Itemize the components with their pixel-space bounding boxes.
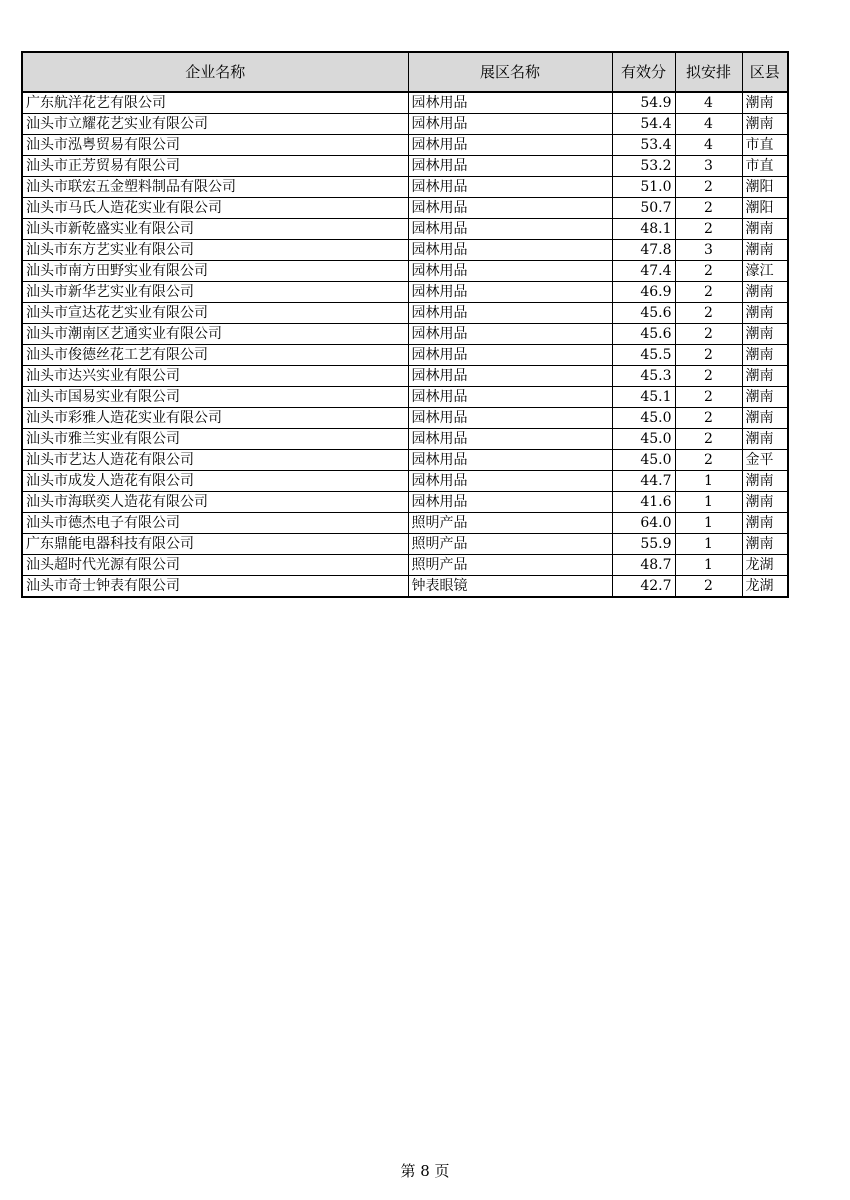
- table-row: [22, 156, 788, 177]
- table-header: [22, 52, 788, 92]
- cell-allocation: 4: [675, 135, 742, 156]
- cell-company-name: 汕头市成发人造花有限公司: [22, 471, 408, 492]
- cell-district: 潮南: [742, 345, 788, 366]
- table-row: [22, 366, 788, 387]
- table-row: [22, 345, 788, 366]
- cell-district: 潮南: [742, 92, 788, 114]
- cell-district: 龙湖: [742, 576, 788, 598]
- cell-allocation: 2: [675, 303, 742, 324]
- cell-score: 45.0: [612, 429, 675, 450]
- cell-allocation: 2: [675, 324, 742, 345]
- cell-exhibit-area: 园林用品: [408, 366, 612, 387]
- header-exhibit-area: 展区名称: [408, 52, 612, 92]
- table-row: [22, 114, 788, 135]
- cell-exhibit-area: 照明产品: [408, 513, 612, 534]
- cell-score: 54.4: [612, 114, 675, 135]
- cell-exhibit-area: 园林用品: [408, 240, 612, 261]
- table-row: [22, 576, 788, 598]
- cell-score: 47.8: [612, 240, 675, 261]
- cell-company-name: 汕头市宣达花艺实业有限公司: [22, 303, 408, 324]
- cell-exhibit-area: 园林用品: [408, 387, 612, 408]
- cell-allocation: 2: [675, 387, 742, 408]
- cell-district: 潮南: [742, 366, 788, 387]
- cell-exhibit-area: 园林用品: [408, 471, 612, 492]
- cell-exhibit-area: 园林用品: [408, 92, 612, 114]
- header-allocation: 拟安排: [675, 52, 742, 92]
- table-row: [22, 92, 788, 114]
- cell-allocation: 4: [675, 114, 742, 135]
- cell-exhibit-area: 园林用品: [408, 324, 612, 345]
- table-row: [22, 282, 788, 303]
- table-row: [22, 135, 788, 156]
- cell-exhibit-area: 园林用品: [408, 156, 612, 177]
- cell-exhibit-area: 园林用品: [408, 345, 612, 366]
- cell-score: 45.1: [612, 387, 675, 408]
- cell-exhibit-area: 园林用品: [408, 177, 612, 198]
- cell-company-name: 汕头市奇士钟表有限公司: [22, 576, 408, 598]
- cell-allocation: 2: [675, 366, 742, 387]
- table-row: [22, 555, 788, 576]
- cell-district: 潮南: [742, 513, 788, 534]
- cell-exhibit-area: 钟表眼镜: [408, 576, 612, 598]
- cell-score: 45.3: [612, 366, 675, 387]
- cell-score: 54.9: [612, 92, 675, 114]
- cell-district: 濠江: [742, 261, 788, 282]
- cell-exhibit-area: 园林用品: [408, 114, 612, 135]
- cell-district: 潮南: [742, 534, 788, 555]
- header-district: 区县: [742, 52, 788, 92]
- cell-exhibit-area: 照明产品: [408, 555, 612, 576]
- cell-company-name: 汕头市联宏五金塑料制品有限公司: [22, 177, 408, 198]
- cell-score: 51.0: [612, 177, 675, 198]
- cell-exhibit-area: 园林用品: [408, 261, 612, 282]
- cell-district: 潮阳: [742, 198, 788, 219]
- cell-exhibit-area: 园林用品: [408, 282, 612, 303]
- cell-district: 龙湖: [742, 555, 788, 576]
- table-row: [22, 450, 788, 471]
- cell-company-name: 汕头市新乾盛实业有限公司: [22, 219, 408, 240]
- cell-allocation: 2: [675, 219, 742, 240]
- cell-company-name: 广东航洋花艺有限公司: [22, 92, 408, 114]
- cell-company-name: 汕头市东方艺实业有限公司: [22, 240, 408, 261]
- table-row: [22, 219, 788, 240]
- cell-allocation: 1: [675, 555, 742, 576]
- cell-allocation: 2: [675, 198, 742, 219]
- cell-score: 64.0: [612, 513, 675, 534]
- cell-score: 45.5: [612, 345, 675, 366]
- cell-company-name: 汕头市国易实业有限公司: [22, 387, 408, 408]
- cell-score: 53.4: [612, 135, 675, 156]
- cell-score: 46.9: [612, 282, 675, 303]
- cell-company-name: 汕头市正芳贸易有限公司: [22, 156, 408, 177]
- enterprise-table: [21, 51, 789, 598]
- cell-company-name: 汕头市艺达人造花有限公司: [22, 450, 408, 471]
- cell-score: 50.7: [612, 198, 675, 219]
- cell-score: 45.6: [612, 324, 675, 345]
- table-row: [22, 240, 788, 261]
- table-row: [22, 261, 788, 282]
- cell-district: 潮南: [742, 429, 788, 450]
- cell-company-name: 汕头市新华艺实业有限公司: [22, 282, 408, 303]
- table-row: [22, 198, 788, 219]
- cell-company-name: 汕头市潮南区艺通实业有限公司: [22, 324, 408, 345]
- cell-exhibit-area: 园林用品: [408, 429, 612, 450]
- cell-score: 45.0: [612, 450, 675, 471]
- cell-allocation: 2: [675, 429, 742, 450]
- cell-score: 45.0: [612, 408, 675, 429]
- cell-district: 潮阳: [742, 177, 788, 198]
- cell-district: 潮南: [742, 492, 788, 513]
- header-score: 有效分: [612, 52, 675, 92]
- cell-allocation: 1: [675, 513, 742, 534]
- table-row: [22, 387, 788, 408]
- cell-district: 金平: [742, 450, 788, 471]
- table-row: [22, 492, 788, 513]
- cell-score: 55.9: [612, 534, 675, 555]
- cell-exhibit-area: 园林用品: [408, 303, 612, 324]
- cell-allocation: 2: [675, 282, 742, 303]
- cell-company-name: 汕头超时代光源有限公司: [22, 555, 408, 576]
- cell-score: 47.4: [612, 261, 675, 282]
- cell-company-name: 汕头市马氏人造花实业有限公司: [22, 198, 408, 219]
- cell-district: 潮南: [742, 114, 788, 135]
- cell-allocation: 2: [675, 345, 742, 366]
- cell-allocation: 1: [675, 534, 742, 555]
- cell-score: 42.7: [612, 576, 675, 598]
- table-body: [22, 92, 788, 597]
- table-row: [22, 471, 788, 492]
- cell-allocation: 2: [675, 261, 742, 282]
- table-row: [22, 534, 788, 555]
- cell-district: 潮南: [742, 303, 788, 324]
- cell-district: 市直: [742, 156, 788, 177]
- cell-allocation: 2: [675, 408, 742, 429]
- cell-company-name: 汕头市南方田野实业有限公司: [22, 261, 408, 282]
- cell-score: 48.1: [612, 219, 675, 240]
- cell-company-name: 汕头市雅兰实业有限公司: [22, 429, 408, 450]
- header-company-name: 企业名称: [22, 52, 408, 92]
- cell-score: 41.6: [612, 492, 675, 513]
- cell-district: 潮南: [742, 471, 788, 492]
- cell-district: 潮南: [742, 324, 788, 345]
- cell-company-name: 广东鼎能电器科技有限公司: [22, 534, 408, 555]
- table-row: [22, 177, 788, 198]
- cell-allocation: 1: [675, 492, 742, 513]
- cell-allocation: 4: [675, 92, 742, 114]
- cell-company-name: 汕头市海联奕人造花有限公司: [22, 492, 408, 513]
- table-row: [22, 513, 788, 534]
- table-row: [22, 324, 788, 345]
- cell-allocation: 1: [675, 471, 742, 492]
- cell-allocation: 3: [675, 240, 742, 261]
- cell-allocation: 2: [675, 177, 742, 198]
- page-number: 第 8 页: [400, 1162, 450, 1180]
- header-row: [22, 52, 788, 92]
- cell-exhibit-area: 园林用品: [408, 492, 612, 513]
- cell-company-name: 汕头市彩雅人造花实业有限公司: [22, 408, 408, 429]
- table-row: [22, 429, 788, 450]
- cell-company-name: 汕头市达兴实业有限公司: [22, 366, 408, 387]
- cell-district: 潮南: [742, 408, 788, 429]
- cell-exhibit-area: 园林用品: [408, 408, 612, 429]
- cell-company-name: 汕头市泓粤贸易有限公司: [22, 135, 408, 156]
- cell-district: 潮南: [742, 219, 788, 240]
- cell-allocation: 2: [675, 576, 742, 598]
- cell-score: 53.2: [612, 156, 675, 177]
- table-row: [22, 303, 788, 324]
- cell-allocation: 2: [675, 450, 742, 471]
- cell-district: 市直: [742, 135, 788, 156]
- cell-company-name: 汕头市俊德丝花工艺有限公司: [22, 345, 408, 366]
- cell-exhibit-area: 照明产品: [408, 534, 612, 555]
- cell-exhibit-area: 园林用品: [408, 219, 612, 240]
- cell-allocation: 3: [675, 156, 742, 177]
- cell-district: 潮南: [742, 387, 788, 408]
- cell-district: 潮南: [742, 282, 788, 303]
- cell-score: 48.7: [612, 555, 675, 576]
- cell-score: 44.7: [612, 471, 675, 492]
- cell-score: 45.6: [612, 303, 675, 324]
- table-row: [22, 408, 788, 429]
- cell-district: 潮南: [742, 240, 788, 261]
- cell-exhibit-area: 园林用品: [408, 135, 612, 156]
- cell-company-name: 汕头市立耀花艺实业有限公司: [22, 114, 408, 135]
- cell-exhibit-area: 园林用品: [408, 450, 612, 471]
- cell-company-name: 汕头市德杰电子有限公司: [22, 513, 408, 534]
- cell-exhibit-area: 园林用品: [408, 198, 612, 219]
